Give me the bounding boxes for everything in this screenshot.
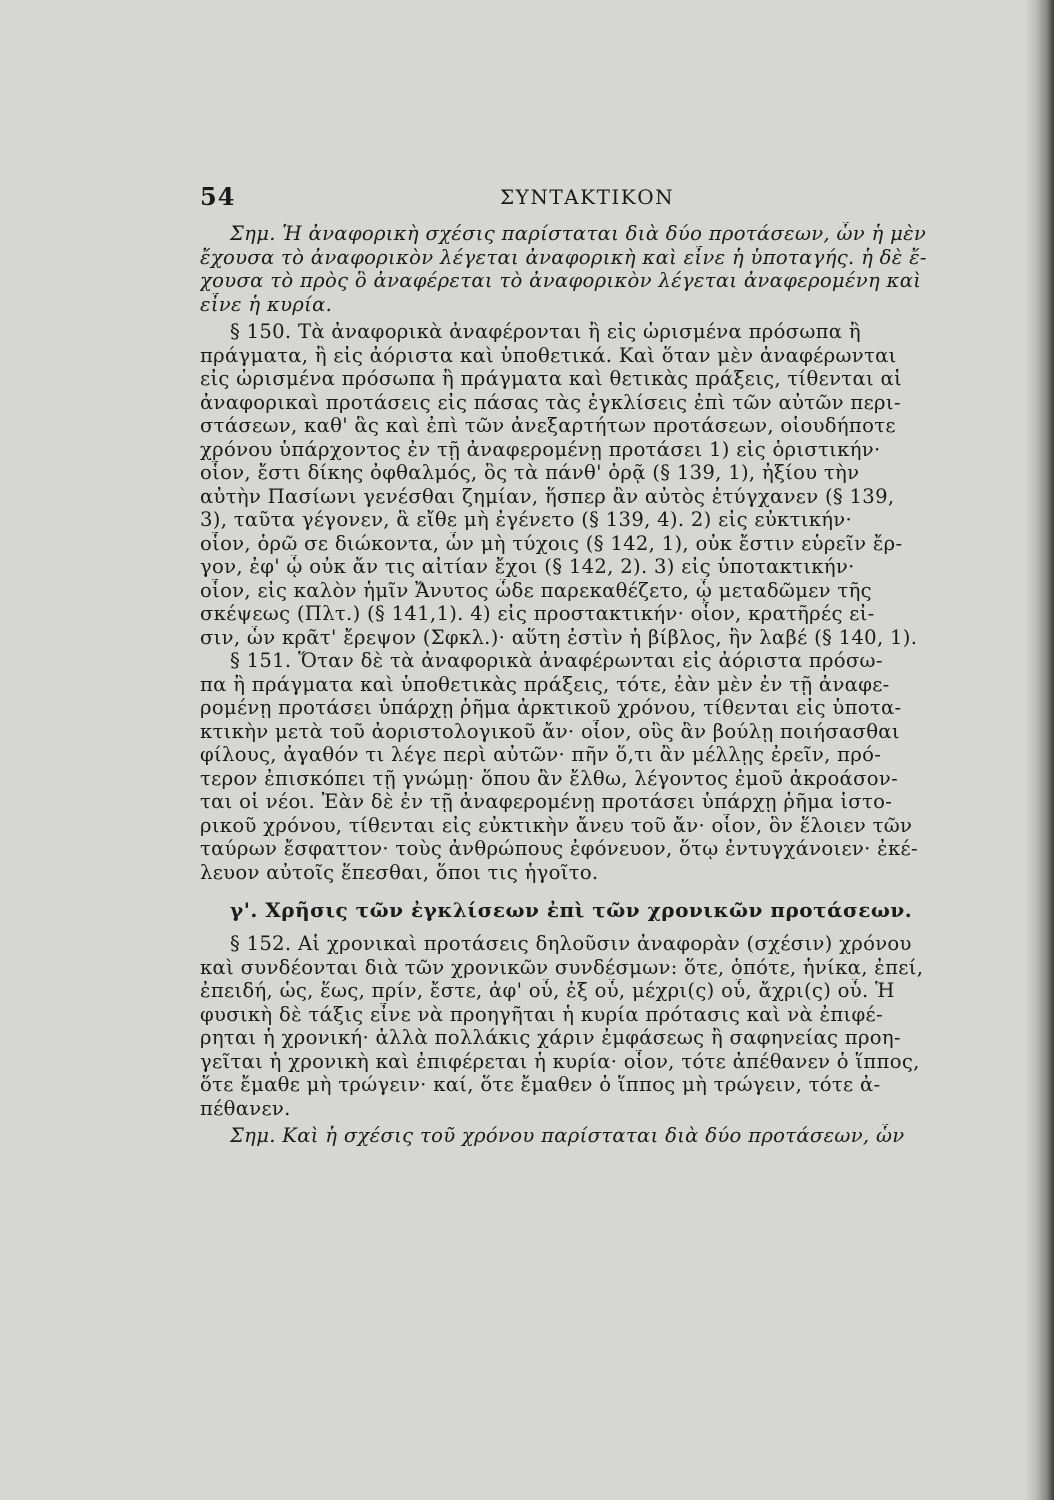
- running-title: ΣΥΝΤΑΚΤΙΚΟΝ: [500, 185, 675, 209]
- text-line: σιν, ὧν κρᾶτ' ἔρεψον (Σφκλ.)· αὕτη ἐστὶν ἡ βίβλος, ἣν λαβέ (§ 140, 1).: [200, 625, 918, 649]
- page-number: 54: [200, 182, 236, 211]
- text-line: πέθανεν.: [200, 1096, 291, 1120]
- text-line: οἷον, εἰς καλὸν ἡμῖν Ἄνυτος ὧδε παρεκαθέζετο, ᾧ μεταδῶμεν τῆς: [200, 578, 872, 602]
- text-line: ὅτε ἔμαθε μὴ τρώγειν· καί, ὅτε ἔμαθεν ὁ ἵππος μὴ τρώγειν, τότε ἀ-: [200, 1073, 881, 1096]
- page-header: [200, 182, 990, 222]
- text-line: ἔχουσα τὸ ἀναφορικὸν λέγεται ἀναφορικὴ καὶ εἶνε ἡ ὑποταγής. ἡ δὲ ἔ-: [200, 245, 927, 269]
- text-line: § 150. Τὰ ἀναφορικὰ ἀναφέρονται ἢ εἰς ὡρισμένα πρόσωπα ἢ: [230, 320, 861, 343]
- text-line: εἰς ὡρισμένα πρόσωπα ἢ πράγματα καὶ θετικὰς πράξεις, τίθενται αἱ: [200, 367, 902, 390]
- section-151-paragraph: [200, 649, 990, 884]
- text-line: ρικοῦ χρόνου, τίθενται εἰς εὐκτικὴν ἄνευ τοῦ ἄν· οἷον, ὃν ἕλοιεν τῶν: [200, 813, 913, 837]
- text-line: πα ἢ πράγματα καὶ ὑποθετικὰς πράξεις, τότε, ἐὰν μὲν ἐν τῇ ἀναφε-: [200, 672, 890, 696]
- text-line: πράγματα, ἢ εἰς ἀόριστα καὶ ὑποθετικά. Καὶ ὅταν μὲν ἀναφέρωνται: [200, 343, 897, 367]
- text-line: ρηται ἡ χρονική· ἀλλὰ πολλάκις χάριν ἐμφάσεως ἢ σαφηνείας προη-: [200, 1026, 901, 1049]
- text-line: γεῖται ἡ χρονικὴ καὶ ἐπιφέρεται ἡ κυρία· οἷον, τότε ἀπέθανεν ὁ ἵππος,: [200, 1049, 920, 1073]
- text-line: χρόνου ὑπάρχοντος ἐν τῇ ἀναφερομένῃ προτάσει 1) εἰς ὁριστικήν·: [200, 437, 881, 461]
- note-paragraph-1: [200, 222, 990, 316]
- text-line: ἀναφορικαὶ προτάσεις εἰς πάσας τὰς ἐγκλίσεις ἐπὶ τῶν αὐτῶν περι-: [200, 390, 901, 414]
- section-152-paragraph: [200, 932, 990, 1120]
- text-line: λευον αὐτοῖς ἕπεσθαι, ὅποι τις ἡγοῖτο.: [200, 860, 599, 884]
- text-line: 3), ταῦτα γέγονεν, ἃ εἴθε μὴ ἐγένετο (§ 139, 4). 2) εἰς εὐκτικήν·: [200, 508, 853, 531]
- text-line: εἶνε ἡ κυρία.: [200, 292, 333, 316]
- text-line: § 152. Αἱ χρονικαὶ προτάσεις δηλοῦσιν ἀναφορὰν (σχέσιν) χρόνου: [230, 932, 912, 955]
- page-binding-shadow: [1024, 0, 1054, 1500]
- text-line: Σημ. Καὶ ἡ σχέσις τοῦ χρόνου παρίσταται διὰ δύο προτάσεων, ὧν: [230, 1124, 905, 1147]
- text-line: φίλους, ἀγαθόν τι λέγε περὶ αὐτῶν· πῆν ὅ,τι ἂν μέλλῃς ἐρεῖν, πρό-: [200, 743, 882, 766]
- text-line: § 151. Ὅταν δὲ τὰ ἀναφορικὰ ἀναφέρωνται εἰς ἀόριστα πρόσω-: [230, 649, 883, 672]
- text-line: καὶ συνδέονται διὰ τῶν χρονικῶν συνδέσμων: ὅτε, ὁπότε, ἡνίκα, ἐπεί,: [200, 955, 924, 979]
- text-line: Σημ. Ἡ ἀναφορικὴ σχέσις παρίσταται διὰ δύο προτάσεων, ὧν ἡ μὲν: [230, 222, 927, 245]
- note-paragraph-2: [200, 1124, 990, 1148]
- section-150-paragraph: [200, 320, 990, 649]
- text-line: στάσεων, καθ' ἃς καὶ ἐπὶ τῶν ἀνεξαρτήτων προτάσεων, οἱουδήποτε: [200, 414, 896, 437]
- text-line: τερον ἐπισκόπει τῇ γνώμῃ· ὅπου ἂν ἔλθω, λέγοντος ἐμοῦ ἀκροάσον-: [200, 766, 898, 790]
- text-line: κτικὴν μετὰ τοῦ ἀοριστολογικοῦ ἄν· οἷον, οὓς ἂν βούλῃ ποιήσασθαι: [200, 719, 900, 743]
- text-line: ταύρων ἔσφαττον· τοὺς ἀνθρώπους ἐφόνευον, ὅτῳ ἐντυγχάνοιεν· ἐκέ-: [200, 837, 918, 860]
- text-line: οἷον, ὁρῶ σε διώκοντα, ὧν μὴ τύχοις (§ 142, 1), οὐκ ἔστιν εὑρεῖν ἔρ-: [200, 531, 903, 555]
- text-line: γον, ἐφ' ᾧ οὐκ ἄν τις αἰτίαν ἔχοι (§ 142, 2). 3) εἰς ὑποτακτικήν·: [200, 555, 855, 578]
- page-text-block: [200, 182, 990, 1148]
- text-line: αὐτὴν Πασίωνι γενέσθαι ζημίαν, ἥσπερ ἂν αὐτὸς ἐτύγχανεν (§ 139,: [200, 484, 895, 508]
- section-heading-gamma: γ'. Χρῆσις τῶν ἐγκλίσεων ἐπὶ τῶν χρονικῶν προτάσεων.: [230, 898, 913, 922]
- text-line: σκέψεως (Πλτ.) (§ 141,1). 4) εἰς προστακτικήν· οἷον, κρατῆρές εἰ-: [200, 602, 875, 625]
- text-line: φυσικὴ δὲ τάξις εἶνε νὰ προηγῆται ἡ κυρία πρότασις καὶ νὰ ἐπιφέ-: [200, 1002, 883, 1026]
- text-line: ρομένῃ προτάσει ὑπάρχῃ ῥῆμα ἀρκτικοῦ χρόνου, τίθενται εἰς ὑποτα-: [200, 696, 902, 719]
- text-line: χουσα τὸ πρὸς ὃ ἀναφέρεται τὸ ἀναφορικὸν λέγεται ἀναφερομένη καὶ: [200, 269, 922, 292]
- text-line: ἐπειδή, ὡς, ἕως, πρίν, ἔστε, ἀφ' οὗ, ἐξ οὗ, μέχρι(ς) οὗ, ἄχρι(ς) οὗ. Ἡ: [200, 979, 895, 1002]
- text-line: οἷον, ἔστι δίκης ὀφθαλμός, ὃς τὰ πάνθ' ὁρᾷ (§ 139, 1), ἠξίου τὴν: [200, 461, 860, 484]
- text-line: ται οἱ νέοι. Ἐὰν δὲ ἐν τῇ ἀναφερομένῃ προτάσει ὑπάρχῃ ῥῆμα ἱστο-: [200, 790, 893, 813]
